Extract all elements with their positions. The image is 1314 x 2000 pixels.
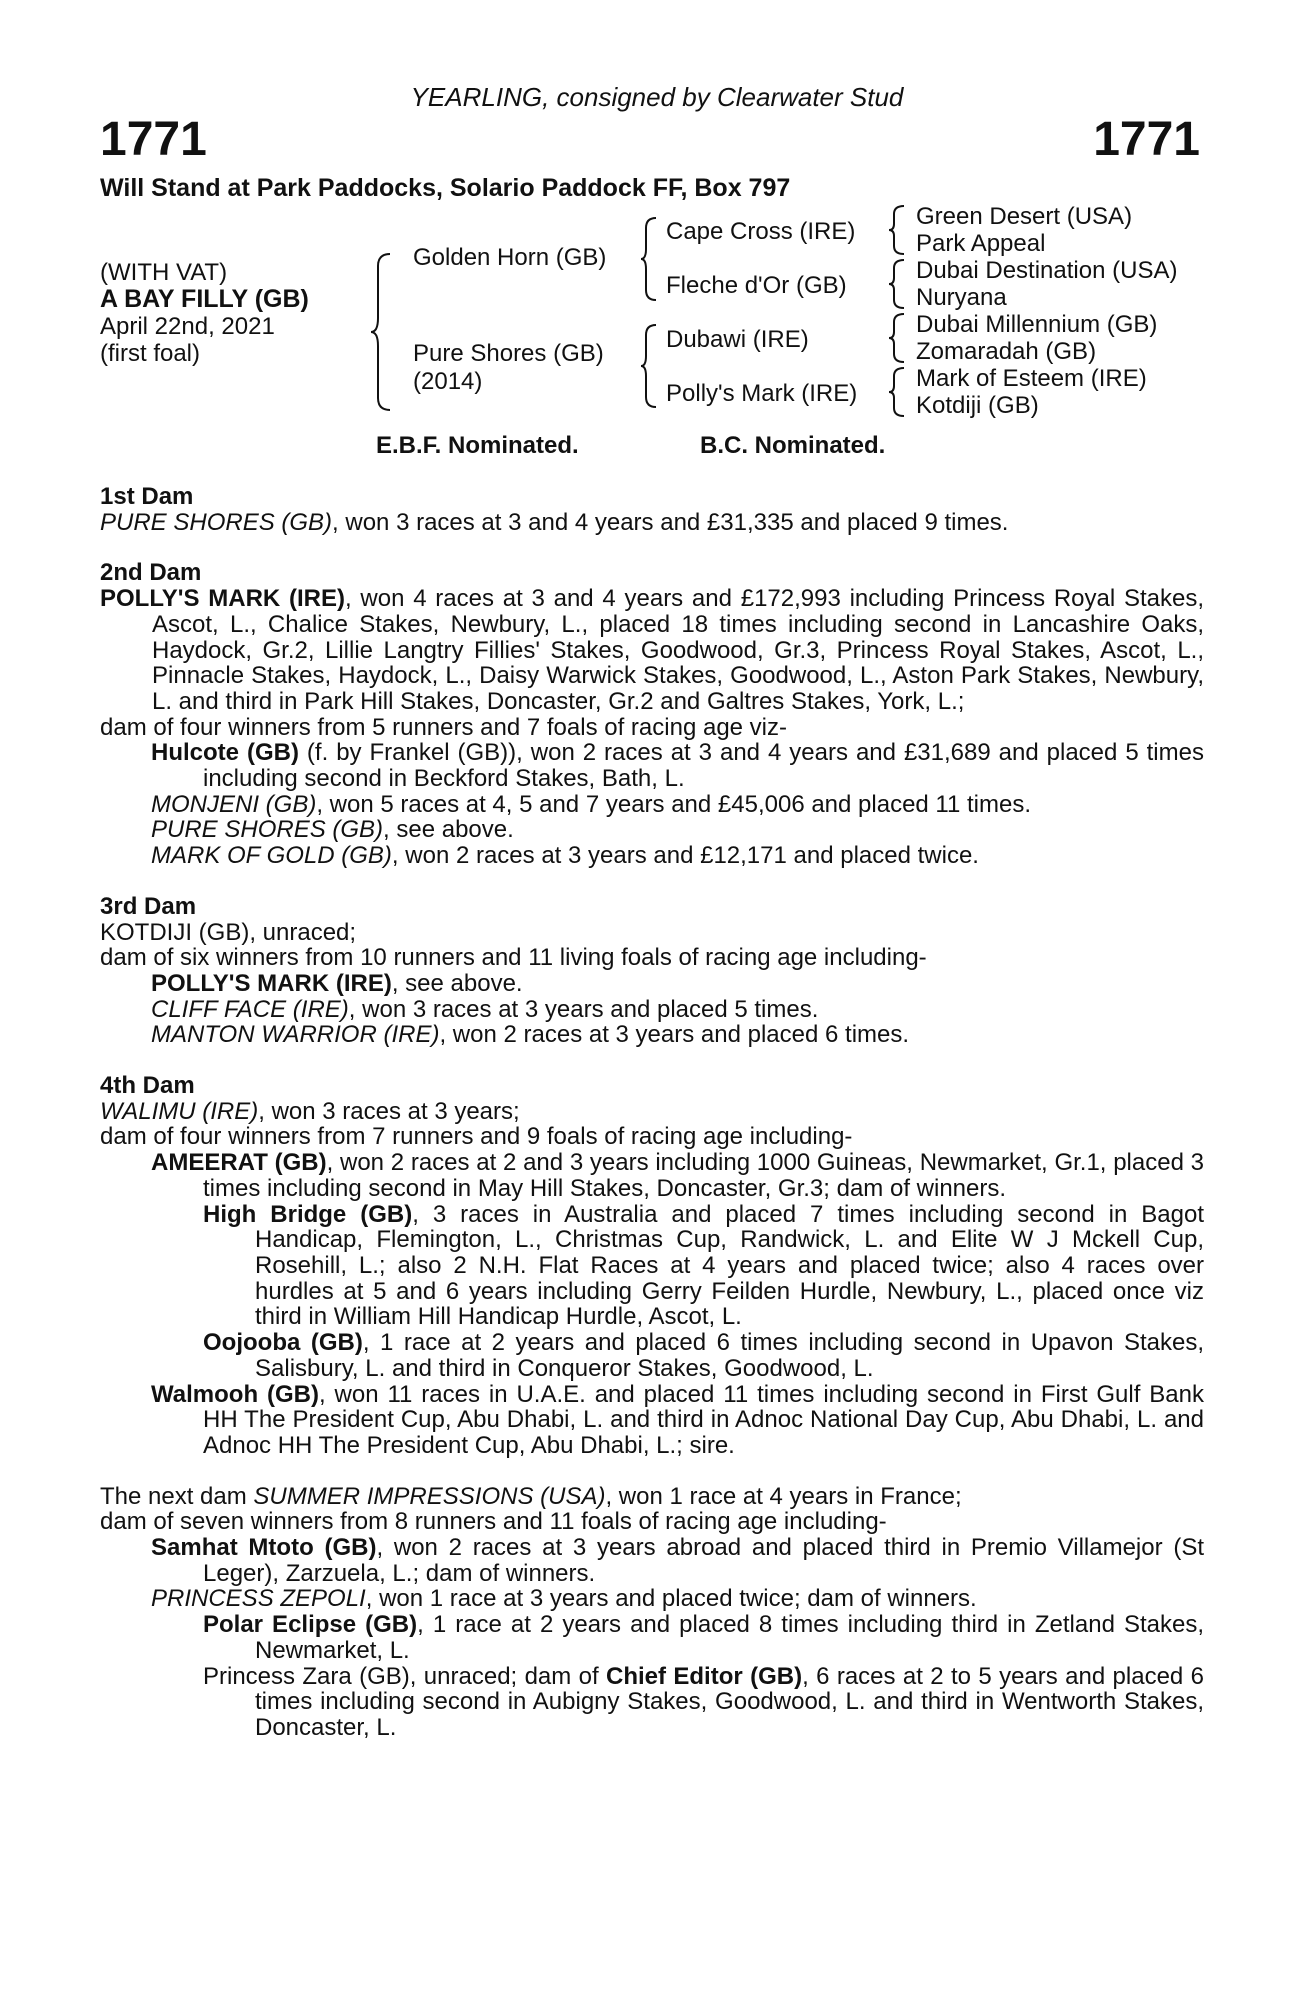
foal-details: , 1 race at 2 years and placed 8 times including third in Zetland Stakes, Newmarket, L. [255, 1611, 1205, 1664]
ancestor-g3: Dubai Destination (USA) [916, 257, 1178, 284]
foal-name: AMEERAT (GB) [151, 1149, 327, 1177]
foal-name: Oojooba (GB) [203, 1329, 363, 1357]
second-dam-record [100, 586, 1204, 715]
foal-name: MONJENI (GB) [151, 790, 317, 818]
list-item [100, 1664, 1204, 1741]
foal-details: (f. by Frankel (GB)), won 2 races at 3 and 4 years and £31,689 and placed 5 times including second in Beckford Stakes, Bath, L. [203, 739, 1204, 793]
second-dam-name: POLLY'S MARK (IRE) [100, 585, 345, 613]
list-item [100, 1612, 1204, 1663]
foaling-date: April 22nd, 2021 [100, 313, 275, 340]
fourth-dam-record [100, 1099, 1204, 1125]
fourth-dam-heading: 4th Dam [100, 1072, 195, 1100]
horse-name: A BAY FILLY (GB) [100, 285, 309, 313]
brace-g2 [888, 258, 908, 310]
list-item [100, 1150, 1204, 1201]
brace-g4 [888, 366, 908, 418]
ebf-nomination: E.B.F. Nominated. [376, 432, 579, 459]
list-item [100, 971, 1204, 997]
list-item [100, 1202, 1204, 1331]
foal-name: POLLY'S MARK (IRE) [151, 969, 392, 997]
second-dam-details: , won 4 races at 3 and 4 years and £172,993 including Princess Royal Stakes, Ascot, L., Chalice Stakes, Newbury, L., placed 18 times including second in Lancashire Oaks, Haydock, Gr.2, Lillie Langtry Fillies' Stakes, Goodwood, Gr.3, Princess Royal Stakes, Ascot, L., Pinnacle Stakes, Haydock, L., Daisy Warwick Stakes, Goodwood, L., Aston Park Stakes, Newbury, L. and third in Park Hill Stakes, Doncaster, Gr.2 and Galtres Stakes, York, L.; [152, 585, 1204, 715]
list-item [100, 1382, 1204, 1459]
next-dam-produce: dam of seven winners from 8 runners and 11 foals of racing age including- [100, 1508, 887, 1536]
ancestor-g2: Park Appeal [916, 230, 1046, 257]
foal-name: PURE SHORES (GB) [151, 816, 384, 844]
second-dam-section [100, 560, 1204, 868]
fourth-dam-name: WALIMU (IRE) [100, 1097, 259, 1125]
second-dam-produce: dam of four winners from 5 runners and 7 foals of racing age viz- [100, 713, 787, 741]
first-dam-section [100, 484, 1204, 535]
lot-number-right: 1771 [1093, 113, 1200, 166]
list-item [100, 792, 1204, 818]
grandsire-group-1 [916, 203, 1177, 419]
foal-details: , won 2 races at 3 years and placed 6 times. [439, 1021, 910, 1049]
first-dam-record [100, 510, 1204, 536]
dam-name: Pure Shores (GB) [413, 340, 604, 367]
fourth-dam-produce: dam of four winners from 7 runners and 9 foals of racing age including- [100, 1123, 853, 1151]
foal-details: , won 3 races at 3 years and placed 5 times. [348, 995, 819, 1023]
vat-note: (WITH VAT) [100, 259, 228, 286]
fourth-dam-section [100, 1073, 1204, 1459]
sire-dam: Fleche d'Or (GB) [666, 272, 847, 299]
sire-sire: Cape Cross (IRE) [666, 218, 856, 245]
ancestor-g8: Kotdiji (GB) [916, 392, 1039, 419]
list-item [100, 1022, 1204, 1048]
foal-name: Samhat Mtoto (GB) [151, 1534, 377, 1562]
foal-details: , 1 race at 2 years and placed 6 times including second in Upavon Stakes, Salisbury, L. and third in Conqueror Stakes, Goodwood, L. [255, 1329, 1204, 1382]
foal-name: Walmooh (GB) [151, 1380, 319, 1408]
dam-dam: Polly's Mark (IRE) [666, 380, 858, 407]
list-item [100, 843, 1204, 869]
foal-details: Princess Zara (GB), unraced; dam of [203, 1662, 607, 1690]
first-dam-heading: 1st Dam [100, 483, 194, 510]
consignment-line: YEARLING, consigned by Clearwater Stud [410, 82, 904, 112]
next-dam-name: SUMMER IMPRESSIONS (USA) [253, 1482, 606, 1510]
foal-name: CLIFF FACE (IRE) [151, 995, 349, 1023]
foal-details: , 3 races in Australia and placed 7 times including second in Bagot Handicap, Flemington, L., Christmas Cup, Randwick, L. and Elite W J Mckell Cup, Rosehill, L.; also 2 N.H. Flat Races at 4 years and placed twice; also 4 races over hurdles at 5 and 6 years including Gerry Feilden Hurdle, Newbury, L., placed once viz third in William Hill Handicap Hurdle, Ascot, L. [255, 1200, 1204, 1331]
foal-details: , see above. [383, 816, 514, 844]
list-item [100, 1535, 1204, 1586]
bc-nomination: B.C. Nominated. [700, 432, 886, 459]
ancestor-g7: Mark of Esteem (IRE) [916, 365, 1147, 392]
lot-number-left: 1771 [100, 113, 207, 166]
third-dam-record: KOTDIJI (GB), unraced; [100, 918, 357, 946]
next-dam-details: , won 1 race at 4 years in France; [605, 1482, 962, 1510]
dam-brace [640, 323, 660, 409]
foal-details: , 6 races at 2 to 5 years and placed 6 times including second in Aubigny Stakes, Goodwood, L. and third in Wentworth Stakes, Doncaster, L. [255, 1662, 1204, 1741]
catalogue-body [100, 484, 1204, 1741]
foal-name: MARK OF GOLD (GB) [151, 842, 392, 870]
horse-details [100, 259, 309, 367]
ancestor-g6: Zomaradah (GB) [916, 338, 1097, 365]
list-item [100, 1586, 1204, 1612]
first-dam-name: PURE SHORES (GB) [100, 508, 333, 536]
foal-details: , won 2 races at 2 and 3 years including 1000 Guineas, Newmarket, Gr.1, placed 3 times including second in May Hill Stakes, Doncaster, Gr.3; dam of winners. [203, 1149, 1204, 1202]
third-dam-heading: 3rd Dam [100, 892, 197, 920]
foal-name: Polar Eclipse (GB) [203, 1611, 418, 1639]
ancestor-g4: Nuryana [916, 284, 1007, 311]
foal-details: , won 5 races at 4, 5 and 7 years and £45,006 and placed 11 times. [316, 790, 1032, 818]
next-dam-section [100, 1484, 1204, 1741]
brace-g1 [888, 204, 908, 256]
foal-details: , see above. [391, 969, 523, 997]
list-item [100, 740, 1204, 791]
foal-details: , won 1 race at 3 years and placed twice; dam of winners. [365, 1585, 977, 1613]
stable-location: Will Stand at Park Paddocks, Solario Paddock FF, Box 797 [100, 174, 791, 202]
brace-g3 [888, 312, 908, 364]
foal-name: High Bridge (GB) [203, 1200, 413, 1228]
foal-details: , won 2 races at 3 years abroad and placed third in Premio Villamejor (St Leger), Zarzuela, L.; dam of winners. [203, 1534, 1204, 1587]
foal-name: PRINCESS ZEPOLI [151, 1585, 366, 1613]
ancestor-g5: Dubai Millennium (GB) [916, 311, 1158, 338]
next-dam-record [100, 1484, 1204, 1510]
foal-name: MANTON WARRIOR (IRE) [151, 1021, 440, 1049]
sire-name: Golden Horn (GB) [413, 244, 607, 271]
dam-year: (2014) [413, 368, 483, 395]
ancestor-g1: Green Desert (USA) [916, 203, 1133, 230]
second-dam-heading: 2nd Dam [100, 559, 202, 587]
list-item [100, 997, 1204, 1023]
foal-name: Chief Editor (GB) [606, 1662, 803, 1690]
sire-brace [640, 216, 660, 302]
first-dam-details: , won 3 races at 3 and 4 years and £31,335 and placed 9 times. [332, 508, 1009, 536]
list-item [100, 817, 1204, 843]
third-dam-produce: dam of six winners from 10 runners and 11 living foals of racing age including- [100, 944, 927, 972]
foal-note: (first foal) [100, 340, 201, 367]
main-brace [370, 252, 394, 412]
foal-name: Hulcote (GB) [151, 739, 299, 767]
foal-details: , won 11 races in U.A.E. and placed 11 times including second in First Gulf Bank HH The President Cup, Abu Dhabi, L. and third in Adnoc National Day Cup, Abu Dhabi, L. and Adnoc HH The President Cup, Abu Dhabi, L.; sire. [203, 1380, 1204, 1459]
dam-sire: Dubawi (IRE) [666, 326, 809, 353]
next-dam-intro: The next dam [100, 1482, 254, 1510]
foal-details: , won 2 races at 3 years and £12,171 and placed twice. [391, 842, 979, 870]
third-dam-section [100, 894, 1204, 1048]
fourth-dam-details: , won 3 races at 3 years; [258, 1097, 520, 1125]
list-item [100, 1330, 1204, 1381]
